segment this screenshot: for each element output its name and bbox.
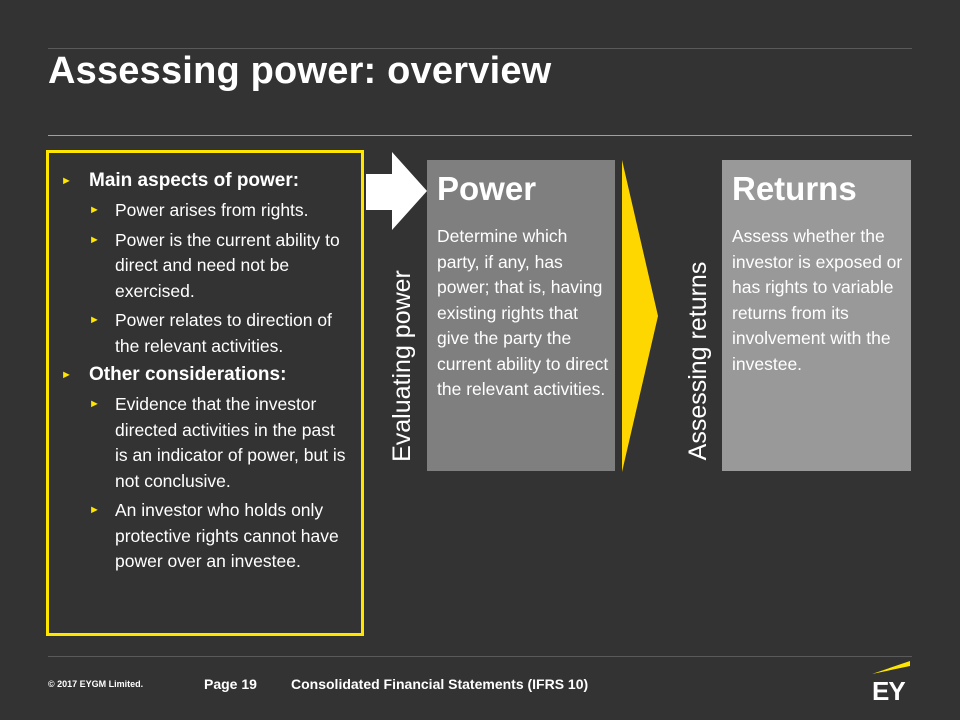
right-arrow-icon	[366, 152, 428, 230]
aspect-item-text: Evidence that the investor directed activities in the past is an indicator of power, but is not conclusive.	[115, 394, 346, 491]
power-box	[427, 160, 615, 471]
copyright: © 2017 EYGM Limited.	[48, 679, 144, 689]
evaluating-power-label: Evaluating power	[388, 270, 416, 462]
top-divider	[48, 48, 912, 49]
aspect-item	[61, 392, 351, 494]
aspect-item	[61, 308, 351, 359]
slide-title: Assessing power: overview	[48, 50, 552, 92]
triangle-bullet-icon: ►	[89, 233, 100, 246]
aspect-heading-other	[61, 363, 351, 387]
aspect-item	[61, 498, 351, 575]
triangle-bullet-icon: ►	[89, 204, 100, 216]
footer-topic: Consolidated Financial Statements (IFRS 10)	[291, 676, 589, 692]
aspect-item	[61, 228, 351, 305]
power-description: Determine which party, if any, has power; that is, having existing rights that give the party the current ability to direct the relevant activities.	[437, 226, 609, 399]
triangle-bullet-icon: ►	[89, 314, 100, 326]
aspect-item-text: Power is the current ability to direct and need not be exercised.	[115, 229, 340, 301]
aspect-item-text: Power arises from rights.	[115, 200, 309, 220]
triangle-bullet-icon: ►	[89, 504, 100, 516]
aspect-heading-main	[61, 169, 351, 193]
page-number: Page 19	[204, 676, 257, 692]
aspect-heading-label: Other considerations:	[89, 364, 287, 385]
returns-box	[722, 160, 911, 471]
footer-divider	[48, 656, 912, 657]
returns-description: Assess whether the investor is exposed or has rights to variable returns from its involvement with the investee.	[732, 226, 903, 374]
chevron-arrow-icon	[620, 160, 660, 472]
power-title: Power	[437, 170, 537, 207]
returns-title: Returns	[732, 170, 857, 207]
triangle-bullet-icon: ►	[61, 369, 72, 381]
triangle-bullet-icon: ►	[61, 175, 72, 187]
aspect-item-text: An investor who holds only protective rights cannot have power over an investee.	[115, 500, 339, 571]
ey-logo-text: EY	[872, 676, 905, 706]
triangle-bullet-icon: ►	[89, 398, 100, 410]
aspect-item	[61, 198, 351, 224]
aspect-item-text: Power relates to direction of the relevant activities.	[115, 310, 332, 356]
assessing-returns-label: Assessing returns	[684, 261, 712, 461]
title-divider	[48, 135, 912, 136]
aspect-heading-label: Main aspects of power:	[89, 170, 300, 191]
aspects-of-power-box	[46, 150, 364, 636]
